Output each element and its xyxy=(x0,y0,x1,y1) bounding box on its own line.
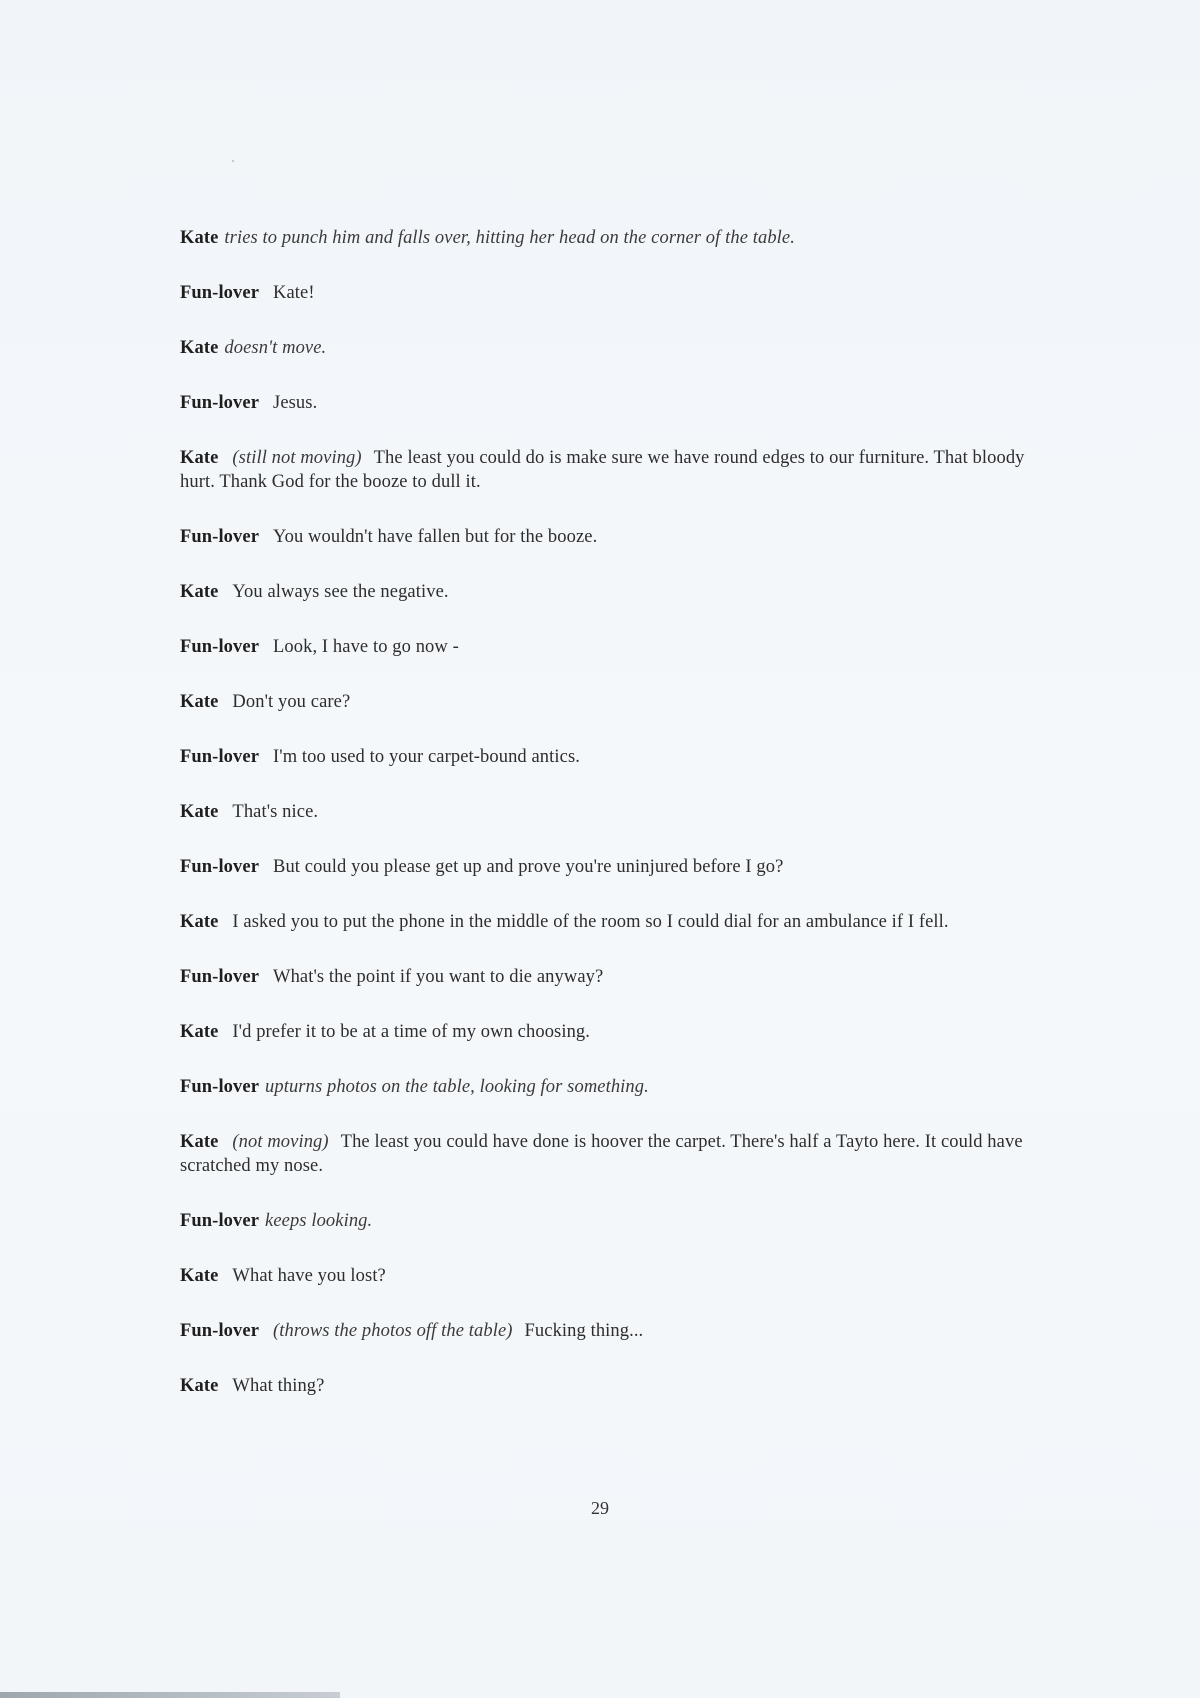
dialogue-text: I'm too used to your carpet-bound antics. xyxy=(273,747,580,767)
dialogue-text: Look, I have to go now - xyxy=(273,637,459,657)
dialogue-text: What have you lost? xyxy=(232,1266,386,1286)
dialogue-text: Fucking thing... xyxy=(524,1321,644,1341)
dialogue-text: The least you could have done is hoover the carpet. There's half a Tayto here. It could have scratched my nose. xyxy=(180,1132,1023,1176)
script-line xyxy=(180,1130,1040,1178)
speaker-name: Fun-lover xyxy=(180,527,260,547)
speaker-name: Fun-lover xyxy=(180,1077,260,1097)
speaker-name: Fun-lover xyxy=(180,747,260,767)
dialogue-text: I'd prefer it to be at a time of my own choosing. xyxy=(232,1022,591,1042)
stage-direction: doesn't move. xyxy=(224,338,327,358)
speaker-name: Fun-lover xyxy=(180,857,260,877)
speaker-name: Fun-lover xyxy=(180,967,260,987)
speaker-name: Fun-lover xyxy=(180,393,260,413)
script-line xyxy=(180,1319,1040,1343)
script-line xyxy=(180,800,1040,824)
speaker-name: Kate xyxy=(180,912,219,932)
script-line xyxy=(180,635,1040,659)
scan-edge xyxy=(0,1692,340,1698)
dialogue-text: I asked you to put the phone in the middle of the room so I could dial for an ambulance if I fell. xyxy=(232,912,949,932)
script-line xyxy=(180,1264,1040,1288)
speaker-name: Kate xyxy=(180,1132,219,1152)
script-line xyxy=(180,745,1040,769)
speaker-name: Fun-lover xyxy=(180,637,260,657)
stage-direction: (not moving) xyxy=(232,1132,329,1152)
speaker-name: Kate xyxy=(180,1266,219,1286)
dialogue-text: The least you could do is make sure we have round edges to our furniture. That bloody hurt. Thank God for the booze to dull it. xyxy=(180,448,1025,492)
speaker-name: Kate xyxy=(180,582,219,602)
speaker-name: Kate xyxy=(180,1376,219,1396)
speaker-name: Kate xyxy=(180,692,219,712)
stage-direction: upturns photos on the table, looking for something. xyxy=(265,1077,649,1097)
dialogue-text: What's the point if you want to die anyway? xyxy=(273,967,604,987)
script-line xyxy=(180,446,1040,494)
speaker-name: Fun-lover xyxy=(180,1211,260,1231)
script-line xyxy=(180,226,1040,250)
dialogue-text: But could you please get up and prove you're uninjured before I go? xyxy=(273,857,784,877)
script-line xyxy=(180,525,1040,549)
script-line xyxy=(180,910,1040,934)
speaker-name: Fun-lover xyxy=(180,1321,260,1341)
script-line xyxy=(180,1209,1040,1233)
script-line xyxy=(180,690,1040,714)
stage-direction: tries to punch him and falls over, hitting her head on the corner of the table. xyxy=(224,228,795,248)
script-line xyxy=(180,965,1040,989)
speaker-name: Kate xyxy=(180,448,219,468)
script-line xyxy=(180,281,1040,305)
stage-direction: (throws the photos off the table) xyxy=(273,1321,513,1341)
script-line xyxy=(180,336,1040,360)
script-line xyxy=(180,1075,1040,1099)
page-number: 29 xyxy=(591,1498,609,1518)
script-line xyxy=(180,855,1040,879)
speaker-name: Fun-lover xyxy=(180,283,260,303)
speaker-name: Kate xyxy=(180,338,219,358)
speaker-name: Kate xyxy=(180,1022,219,1042)
dialogue-text: Kate! xyxy=(273,283,315,303)
speaker-name: Kate xyxy=(180,802,219,822)
script-line xyxy=(180,391,1040,415)
script-line xyxy=(180,1020,1040,1044)
scan-speck xyxy=(232,160,234,162)
dialogue-text: Jesus. xyxy=(273,393,318,413)
script-line xyxy=(180,1374,1040,1398)
stage-direction: (still not moving) xyxy=(232,448,362,468)
dialogue-text: What thing? xyxy=(232,1376,325,1396)
dialogue-text: You always see the negative. xyxy=(232,582,449,602)
speaker-name: Kate xyxy=(180,228,219,248)
dialogue-text: You wouldn't have fallen but for the booze. xyxy=(273,527,598,547)
dialogue-text: Don't you care? xyxy=(232,692,351,712)
stage-direction: keeps looking. xyxy=(265,1211,373,1231)
script-body xyxy=(180,226,1040,1429)
script-line xyxy=(180,580,1040,604)
dialogue-text: That's nice. xyxy=(232,802,319,822)
